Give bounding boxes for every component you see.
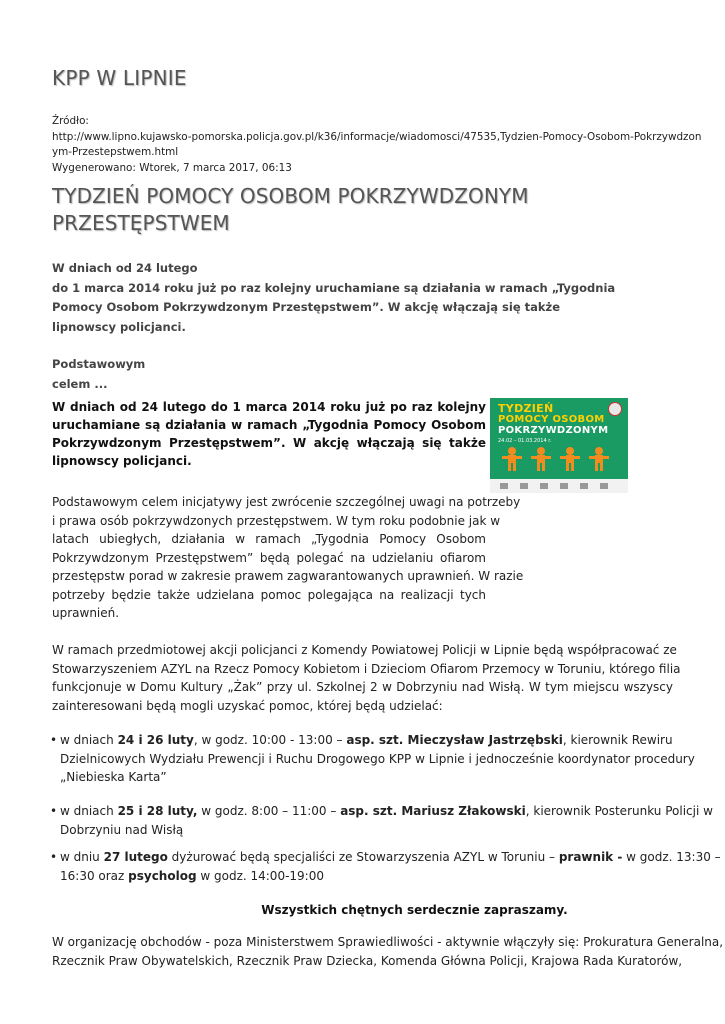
intro-line: Pokrzywdzonym Przestępstwem”. W akcję włączają się także [52,436,486,450]
invitation-text: Wszystkich chętnych serdecznie zapraszamy. [261,903,568,917]
list-item-line-2: Dzielnicowych Wydziału Prewencji i Ruchu Drogowego KPP w Lipnie i jednocześnie koordynator procedury [60,751,695,766]
paragraph-line: Stowarzyszeniem AZYL na Rzecz Pomocy Kobietom i Dzieciom Ofiarom Przemocy w Toruniu, którego filia [52,661,681,676]
lead-line: lipnowscy policjanci. [52,319,186,334]
paragraph-line: zainteresowani będą mogli uzyskać pomoc, której będą udzielać: [52,698,443,713]
dates: 24 i 26 luty [117,733,194,747]
dates: 25 i 28 luty, [117,804,198,818]
lead-line: do 1 marca 2014 roku już po raz kolejny uruchamiane są działania w ramach „Tygodnia [52,280,616,295]
text: , kierownik Rewiru [562,733,673,747]
intro-bold-paragraph [52,398,486,470]
lead-summary [52,259,615,337]
paragraph-goal [52,493,524,623]
campaign-poster-image [490,398,628,493]
lead-teaser-line: Podstawowym [52,357,146,371]
paragraph-line: i prawa osób pokrzywdzonych przestępstwem. W tym roku podobnie jak w [52,513,501,528]
list-item-line-3: „Niebieska Karta” [60,770,167,784]
paragraph-line: Podstawowym celem inicjatywy jest zwrócenie szczególnej uwagi na potrzeby [52,495,521,509]
list-item [50,731,695,787]
source-url-line-1[interactable]: http://www.lipno.kujawsko-pomorska.policja.gov.pl/k36/informacje/wiadomosci/47535,Tydzien-Pomocy-Osobom-Pokrzywdzon [52,130,702,143]
article-title-line-2: PRZESTĘPSTWEM [52,211,230,235]
paragraph-line: przestępstw porad w zakresie prawem zagwarantowanych uprawnień. W razie [52,569,524,583]
text: 16:30 oraz [60,868,129,883]
site-title: KPP W LIPNIE [52,66,187,90]
article-title-line-1: TYDZIEŃ POMOCY OSOBOM POKRZYWDZONYM [52,184,529,208]
text: w godz. 14:00-19:00 [196,868,324,883]
role: psycholog [128,868,197,883]
paragraph-line: W organizację obchodów - poza Ministerstwem Sprawiedliwości - aktywnie włączyły się: Prokuratura Generalna, [52,935,724,949]
paragraph-line: potrzeby będzie także udzielana pomoc polegająca na realizacji tych [52,587,486,602]
bullet-icon: • [50,733,58,747]
paragraph-cooperation [52,641,681,715]
intro-line: lipnowscy policjanci. [52,454,192,468]
lead-line: Pomocy Osobom Pokrzywdzonym Przestępstwem”. W akcję włączają się także [52,300,561,314]
text: , w godz. 10:00 - 13:00 – [193,733,347,747]
list-item-line-2 [60,867,681,886]
poster-title-line-3: POKRZYWDZONYM [498,425,609,436]
person-name: asp. szt. Mieczysław Jastrzębski [346,733,563,747]
source-meta [52,114,702,176]
poster-title-line-1: TYDZIEŃ [498,402,554,415]
list-item-line-1 [60,802,713,821]
paragraph-line: Rzecznik Praw Obywatelskich, Rzecznik Praw Dziecka, Komenda Główna Policji, Krajowa Rada Kuratorów, [52,953,683,968]
poster-title-line-2: POMOCY OSOBOM [498,414,605,425]
text: w dniu [60,850,104,864]
dates: 27 lutego [103,850,168,864]
paragraph-line: uprawnień. [52,606,120,620]
text: w dniach [60,804,118,818]
list-item-line-2: Dobrzyniu nad Wisłą [60,822,184,837]
paper-people-figures-icon [502,446,612,472]
text: w godz. 13:30 – [622,850,721,864]
list-item [50,848,721,885]
poster-sponsor-strip [490,479,628,493]
lead-teaser [52,355,145,394]
paragraph-line: latach ubiegłych, działania w ramach „Tygodnia Pomocy Osobom [52,532,486,546]
poster-dates: 24.02 – 01.03.2014 r. [498,438,552,444]
text: , kierownik Posterunku Policji w [525,804,713,818]
person-name: asp. szt. Mariusz Złakowski [340,804,526,818]
bullet-icon: • [50,850,58,864]
list-item-line-1 [60,731,681,750]
intro-line: W dniach od 24 lutego do 1 marca 2014 roku już po raz kolejny [52,400,486,414]
paragraph-line: Pokrzywdzonym Przestępstwem” będą polegać na udzielaniu ofiarom [52,550,486,565]
text: w godz. 8:00 – 11:00 – [197,804,341,818]
lead-teaser-line: celem ... [52,376,108,391]
generated-date: Wygenerowano: Wtorek, 7 marca 2017, 06:13 [52,161,292,174]
source-url-line-2[interactable]: ym-Przestepstwem.html [52,146,179,158]
bullet-icon: • [50,804,58,818]
poster-emblem-icon [608,402,622,416]
list-item [50,802,713,839]
source-label: Źródło: [52,115,89,127]
article-title [52,183,529,237]
lead-line: W dniach od 24 lutego [52,261,198,275]
paragraph-organizers [52,933,724,970]
intro-line: uruchamiane są działania w ramach „Tygodnia Pomocy Osobom [52,418,486,432]
role: prawnik - [558,850,623,864]
paragraph-line: funkcjonuje w Domu Kultury „Żak” przy ul. Szkolnej 2 w Dobrzyniu nad Wisłą. W tym miejscu wszyscy [52,680,673,694]
paragraph-line: W ramach przedmiotowej akcji policjanci z Komendy Powiatowej Policji w Lipnie będą współpracować ze [52,643,677,657]
text: dyżurować będą specjaliści ze Stowarzyszenia AZYL w Toruniu – [167,850,559,864]
text: w dniach [60,733,118,747]
list-item-line-1 [60,848,721,867]
